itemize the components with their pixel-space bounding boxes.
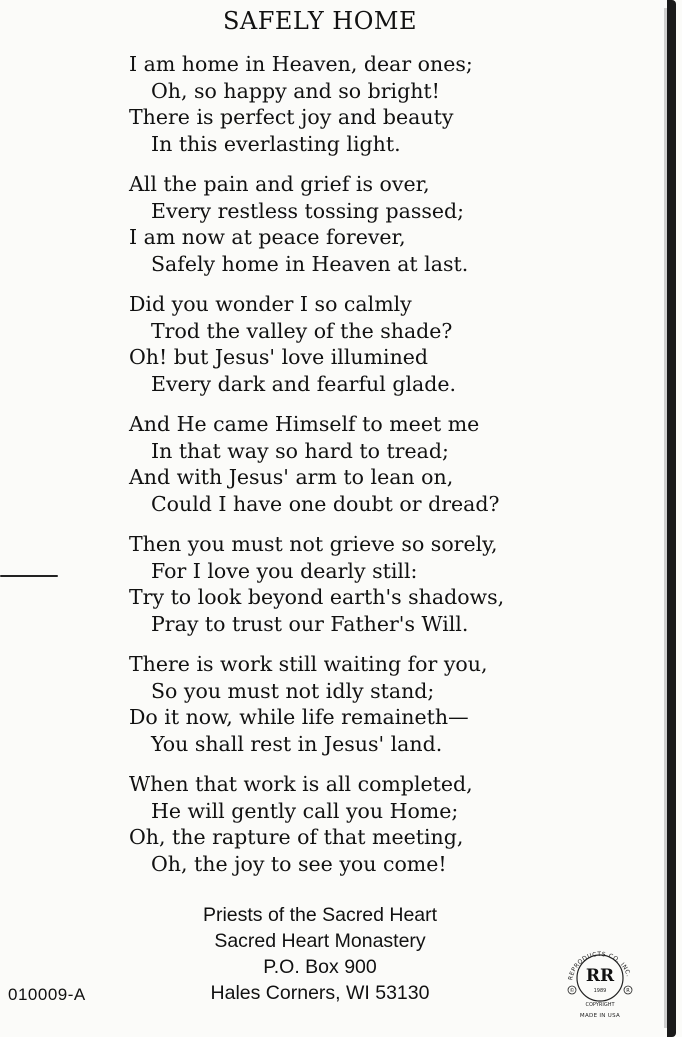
poem-line: Trod the valley of the shade?: [151, 318, 453, 343]
stanza: [129, 531, 589, 637]
poem-line: Did you wonder I so calmly: [129, 292, 412, 316]
seal-arc-text: REPRODUCTS CO. INC.: [567, 950, 633, 981]
stanza: [129, 771, 589, 877]
card-edge-highlight: [664, 8, 667, 1028]
card-edge-shadow: [667, 0, 676, 1037]
poem-line: In that way so hard to tread;: [151, 438, 449, 463]
poem-line: Oh, the rapture of that meeting,: [129, 825, 464, 849]
poem-line: You shall rest in Jesus' land.: [151, 731, 443, 756]
poem-line: Oh! but Jesus' love illumined: [129, 345, 429, 369]
seal-monogram: RR: [585, 966, 615, 986]
stanza: [129, 411, 589, 517]
poem-title: SAFELY HOME: [222, 7, 418, 35]
poem-line: All the pain and grief is over,: [129, 172, 430, 196]
poem-line: Every restless tossing passed;: [151, 198, 465, 223]
stanza: [129, 51, 589, 157]
poem-line: Then you must not grieve so sorely,: [129, 532, 498, 556]
poem-line: I am now at peace forever,: [129, 225, 406, 249]
product-code: 010009-A: [8, 985, 86, 1004]
svg-text:R: R: [626, 988, 630, 994]
poem-line: Pray to trust our Father's Will.: [151, 611, 469, 636]
poem-line: Try to look beyond earth's shadows,: [129, 585, 505, 609]
seal-copyright-text: COPYRIGHT: [585, 1002, 615, 1008]
stanza: [129, 171, 589, 277]
poem-line: Could I have one doubt or dread?: [151, 491, 500, 516]
svg-text:©: ©: [569, 988, 575, 994]
poem-line: And He came Himself to meet me: [129, 412, 480, 436]
poem-line: There is perfect joy and beauty: [129, 105, 454, 129]
poem-line: And with Jesus' arm to lean on,: [129, 465, 454, 489]
publisher-line: Sacred Heart Monastery: [214, 930, 426, 952]
publisher-line: P.O. Box 900: [263, 956, 377, 978]
poem-line: For I love you dearly still:: [151, 558, 418, 583]
poem-line: Every dark and fearful glade.: [151, 371, 456, 396]
poem-line: There is work still waiting for you,: [129, 652, 488, 676]
publisher-address: [0, 902, 640, 1006]
copyright-seal-logo: [558, 940, 642, 1024]
publisher-line: Hales Corners, WI 53130: [210, 982, 430, 1004]
poem-line: Oh, the joy to see you come!: [151, 851, 447, 876]
stanza: [129, 651, 589, 757]
poem-line: In this everlasting light.: [151, 131, 401, 156]
poem-line: Safely home in Heaven at last.: [151, 251, 469, 276]
poem-line: When that work is all completed,: [129, 772, 473, 796]
poem-line: I am home in Heaven, dear ones;: [129, 52, 473, 76]
poem-body: [129, 51, 589, 891]
poem-line: So you must not idly stand;: [151, 678, 435, 703]
edge-mark: [0, 575, 58, 577]
poem-line: Do it now, while life remaineth—: [129, 705, 469, 729]
poem-line: He will gently call you Home;: [151, 798, 459, 823]
publisher-line: Priests of the Sacred Heart: [202, 904, 438, 926]
poem-line: Oh, so happy and so bright!: [151, 78, 440, 103]
seal-made-in: MADE IN USA: [579, 1013, 621, 1019]
stanza: [129, 291, 589, 397]
seal-year: 1989: [593, 988, 607, 994]
